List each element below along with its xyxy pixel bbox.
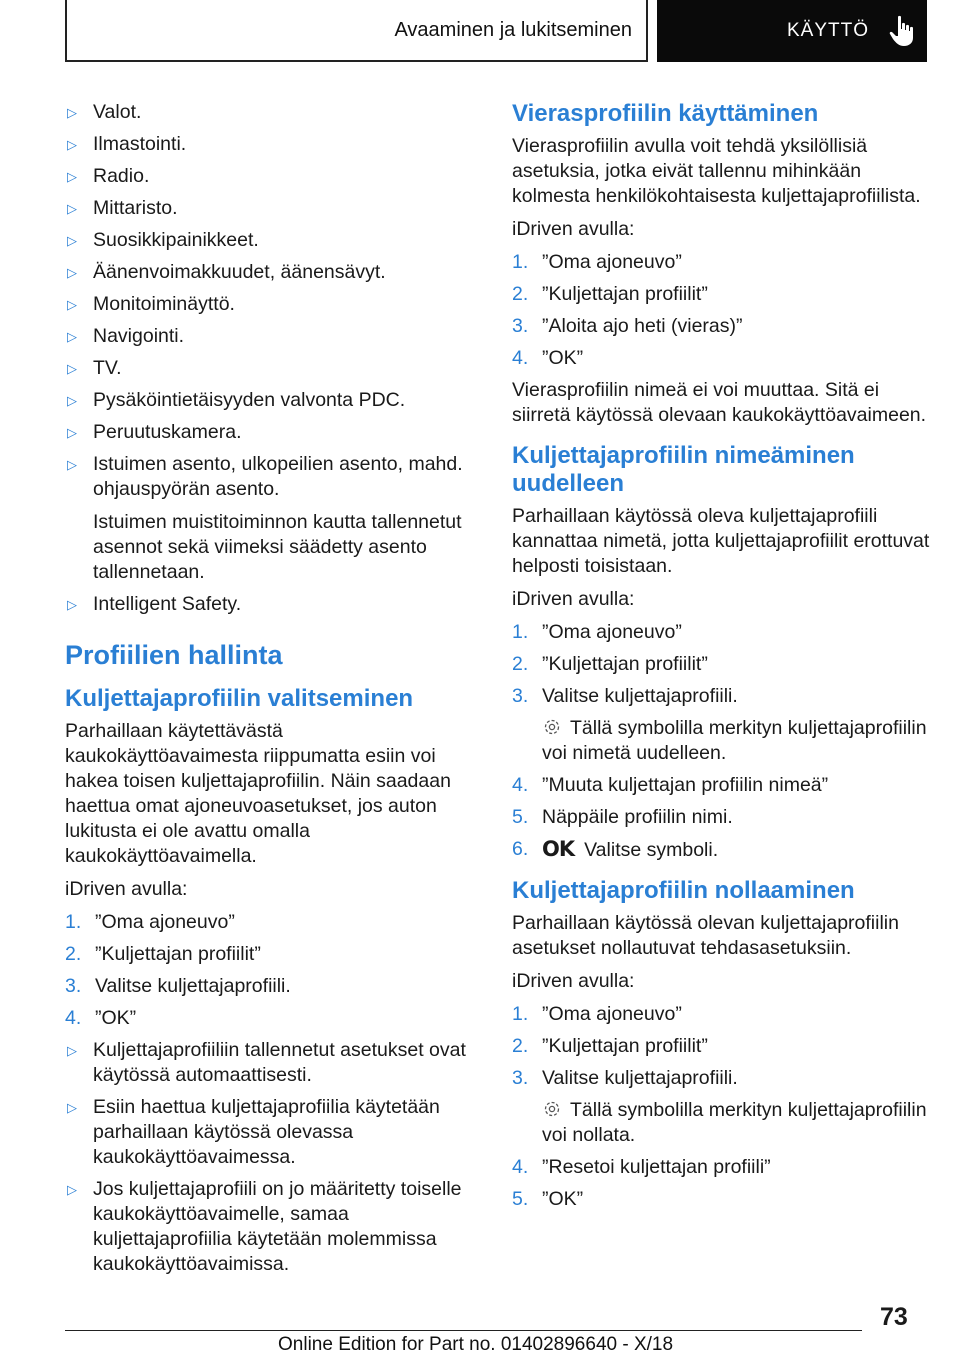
triangle-bullet-icon: ▷ [67,1182,77,1197]
triangle-bullet-icon: ▷ [67,233,77,248]
list-item: ▷ Suosikkipainikkeet. [67,229,259,251]
step-item: 3. Valitse kuljettajaprofiili. [65,975,291,997]
step-item: 6. OK Valitse symboli. [512,837,719,861]
triangle-bullet-icon: ▷ [67,329,77,344]
list-item: ▷ Monitoiminäyttö. [67,293,235,315]
gear-icon [542,1099,562,1119]
step-item: 2. ”Kuljettajan profiilit” [512,653,708,675]
right-column [512,100,932,1219]
step-item: 3. Valitse kuljettajaprofiili. [512,685,738,707]
section-title: Avaaminen ja lukitseminen [65,0,648,62]
list-item: ▷ Valot. [67,101,142,123]
step-item: 4. ”Muuta kuljettajan profiilin nimeä” [512,774,829,796]
triangle-bullet-icon: ▷ [67,1043,77,1058]
ok-symbol-icon: OK [542,837,575,861]
step-item: 1. ”Oma ajoneuvo” [512,1003,682,1025]
paragraph: iDriven avulla: [65,878,188,900]
triangle-bullet-icon: ▷ [67,105,77,120]
subsection-heading: Kuljettajaprofiilin nollaaminen [512,877,855,904]
list-item: ▷ Mittaristo. [67,197,178,219]
triangle-bullet-icon: ▷ [67,1100,77,1115]
list-item: ▷ Äänenvoimakkuudet, äänensävyt. [67,261,386,283]
paragraph: iDriven avulla: [512,588,635,610]
list-item: ▷ TV. [67,357,122,379]
triangle-bullet-icon: ▷ [67,457,77,472]
list-item: ▷ Esiin haettua kuljettajaprofiilia käytetään parhaillaan käytössä olevassa kaukokäyttöavaimessa. [67,1096,440,1168]
step-note: Tällä symbolilla merkityn kuljettajaprofiilin voi nimetä uudelleen. [542,717,927,764]
footer-text: Online Edition for Part no. 01402896640 - X/18 [278,1334,674,1355]
triangle-bullet-icon: ▷ [67,169,77,184]
hand-pointer-icon [887,14,917,48]
triangle-bullet-icon: ▷ [67,297,77,312]
chapter-title: KÄYTTÖ [786,20,869,41]
chapter-tab [657,0,927,62]
step-item: 1. ”Oma ajoneuvo” [512,621,682,643]
subsection-heading: Vierasprofiilin käyttäminen [512,100,819,127]
left-column [65,100,480,1284]
subsection-heading: Kuljettajaprofiilin valitseminen [65,685,414,712]
step-item: 3. ”Aloita ajo heti (vieras)” [512,315,743,337]
triangle-bullet-icon: ▷ [67,201,77,216]
step-item: 2. ”Kuljettajan profiilit” [512,1035,708,1057]
gear-icon [542,717,562,737]
step-item: 5. Näppäile profiilin nimi. [512,806,733,828]
step-item: 4. ”OK” [65,1007,137,1029]
triangle-bullet-icon: ▷ [67,425,77,440]
triangle-bullet-icon: ▷ [67,597,77,612]
list-item: ▷ Intelligent Safety. [67,593,242,615]
list-item: ▷ Peruutuskamera. [67,421,242,443]
step-item: 2. ”Kuljettajan profiilit” [65,943,261,965]
step-note: Tällä symbolilla merkityn kuljettajaprofiilin voi nollata. [542,1099,927,1146]
page-number: 73 [880,1303,908,1331]
triangle-bullet-icon: ▷ [67,137,77,152]
list-item: ▷ Radio. [67,165,150,187]
subsection-heading: Kuljettajaprofiilin nimeäminen uudelleen [512,442,855,497]
paragraph: Vierasprofiilin nimeä ei voi muuttaa. Sitä ei siirretä käytössä olevaan kaukokäyttöavaimeen. [512,379,927,426]
triangle-bullet-icon: ▷ [67,393,77,408]
step-item: 3. Valitse kuljettajaprofiili. [512,1067,738,1089]
list-item: ▷ Ilmastointi. [67,133,187,155]
paragraph: iDriven avulla: [512,970,635,992]
triangle-bullet-icon: ▷ [67,265,77,280]
paragraph: Vierasprofiilin avulla voit tehdä yksilöllisiä asetuksia, jotka eivät tallennu mihinkään kolmesta henkilökohtaisesta kuljettajaprofiilista. [512,135,921,207]
paragraph: Parhaillaan käytössä olevan kuljettajaprofiilin asetukset nollautuvat tehdasasetuksiin. [512,912,899,959]
list-item: ▷ Kuljettajaprofiiliin tallennetut asetukset ovat käytössä automaattisesti. [67,1039,466,1086]
list-item: ▷ Pysäköintietäisyyden valvonta PDC. [67,389,406,411]
paragraph: iDriven avulla: [512,218,635,240]
step-item: 2. ”Kuljettajan profiilit” [512,283,708,305]
triangle-bullet-icon: ▷ [67,361,77,376]
paragraph: Parhaillaan käytettävästä kaukokäyttöavaimesta riippumatta esiin voi hakea toisen kuljettajaprofiilin. Näin saadaan haettua omat ajoneuvoasetukset, jos auton lukitusta ei ole avattu omalla kaukokäyttöavaimella. [65,720,451,867]
page-header [65,0,927,64]
step-item: 1. ”Oma ajoneuvo” [65,911,235,933]
paragraph: Parhaillaan käytössä oleva kuljettajaprofiili kannattaa nimetä, jotta kuljettajaprofiilit erottuvat helposti toisistaan. [512,505,930,577]
step-item: 5. ”OK” [512,1188,584,1210]
footer-divider [65,1330,862,1331]
section-heading: Profiilien hallinta [65,640,283,670]
step-item: 4. ”Resetoi kuljettajan profiili” [512,1156,771,1178]
list-item: ▷ Istuimen asento, ulkopeilien asento, mahd. ohjauspyörän asento. [67,453,463,500]
list-item: ▷ Jos kuljettajaprofiili on jo määritetty toiselle kaukokäyttöavaimelle, samaa kuljettajaprofiilia käytetään molemmissa kaukokäyttöavaimissa. [67,1178,462,1275]
step-item: 4. ”OK” [512,347,584,369]
list-item-note: Istuimen muistitoiminnon kautta tallennetut asennot sekä viimeksi säädetty asento tallennetaan. [93,511,462,583]
step-item: 1. ”Oma ajoneuvo” [512,251,682,273]
list-item: ▷ Navigointi. [67,325,185,347]
